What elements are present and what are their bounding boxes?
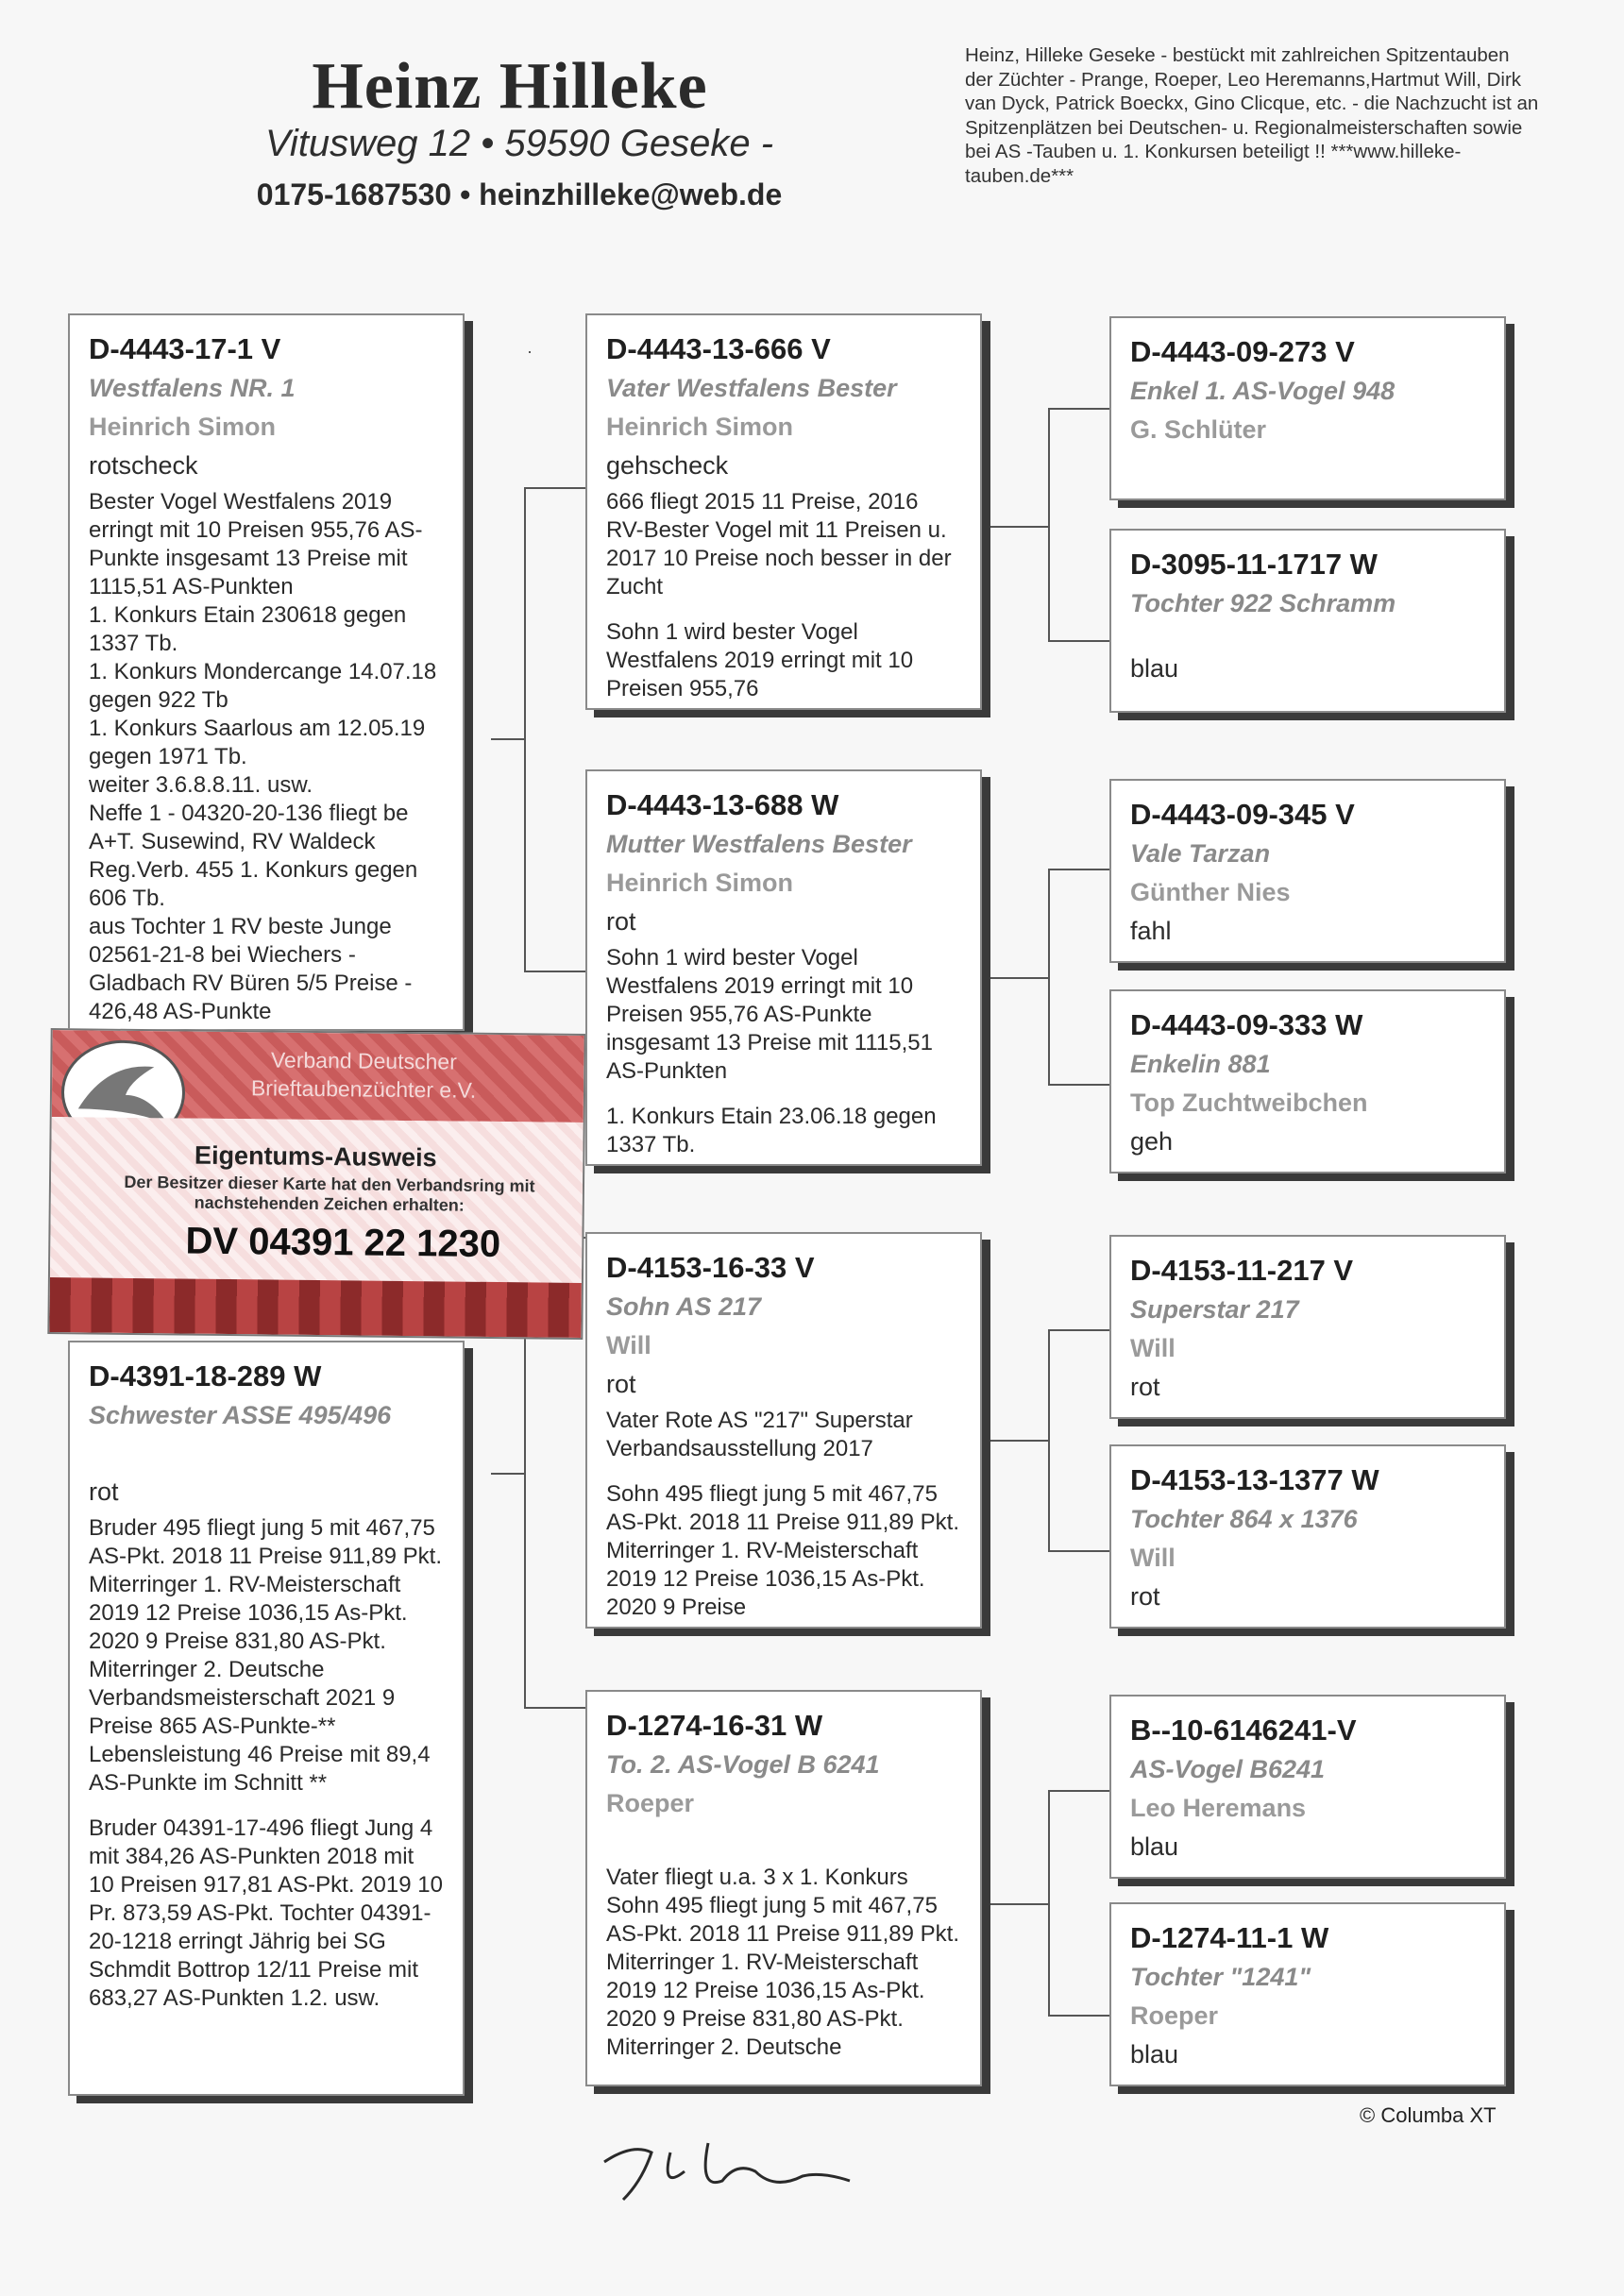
connector-line (524, 971, 585, 972)
description: 666 fliegt 2015 11 Preise, 2016 RV-Bester Vogel mit 11 Preisen u. 2017 10 Preise noch besser in der Zucht Sohn 1 wird bester Vogel Westfalens 2019 erringt mit 10 Preisen 955,76 (606, 489, 952, 701)
connector-line (1048, 408, 1050, 642)
card-footer (49, 1277, 582, 1338)
grandparent-box (1109, 1902, 1506, 2086)
breeder: Leo Heremans (1130, 1794, 1307, 1822)
nickname: AS-Vogel B6241 (1130, 1755, 1326, 1783)
connector-line (1048, 1550, 1109, 1552)
connector-line (1048, 408, 1109, 410)
connector-line (982, 526, 1050, 528)
description: Vater Rote AS "217" Superstar Verbandsausstellung 2017 Sohn 495 fliegt jung 5 mit 467,75 AS-Pkt. 2018 11 Preise 911,89 Pkt. Miterringer 1. RV-Meisterschaft 2019 12 Preise 1036,15 As-Pkt. 2020 9 Preise (606, 1408, 959, 1620)
color: rot (89, 1477, 119, 1506)
nickname: Enkelin 881 (1130, 1050, 1271, 1078)
breeder-address: Vitusweg 12 • 59590 Geseke - (264, 123, 774, 164)
breeder: Roeper (1130, 2001, 1219, 2030)
nickname: Enkel 1. AS-Vogel 948 (1130, 377, 1396, 405)
color: rot (1130, 1582, 1160, 1611)
connector-line (524, 1707, 585, 1709)
grandparent-box (1109, 989, 1506, 1173)
connector-line (1048, 1329, 1109, 1331)
ring-number: D-4153-11-217 V (1130, 1254, 1354, 1287)
nickname: To. 2. AS-Vogel B 6241 (606, 1750, 880, 1779)
ring-number: D-4443-09-273 V (1130, 335, 1355, 368)
grandparent-box (1109, 779, 1506, 963)
ring-number: B--10-6146241-V (1130, 1714, 1357, 1747)
ring-number: D-4443-13-688 W (606, 788, 839, 821)
connector-line (524, 487, 526, 972)
ring-number: D-4153-16-33 V (606, 1251, 815, 1284)
description: Vater fliegt u.a. 3 x 1. Konkurs Sohn 495 fliegt jung 5 mit 467,75 AS-Pkt. 2018 11 Preise 911,89 Pkt. Miterringer 1. RV-Meisterschaft 2019 12 Preise 1036,15 As-Pkt. 2020 9 Preise 831,80 AS-Pkt. Miterringer 2. Deutsche (606, 1865, 959, 2060)
signature-icon (595, 2124, 869, 2209)
color: rot (606, 907, 636, 936)
connector-line (982, 1440, 1050, 1442)
color: gehscheck (606, 451, 729, 480)
ring-number: D-4153-13-1377 W (1130, 1463, 1379, 1496)
color (606, 1828, 961, 1856)
breeder (89, 1440, 444, 1468)
connector-line (524, 487, 585, 489)
ring-number: D-4443-13-666 V (606, 332, 831, 365)
sire-box (585, 313, 982, 710)
connector-line (982, 1903, 1050, 1905)
card-title: Eigentums-Ausweis (194, 1140, 437, 1173)
grandparent-box (1109, 1444, 1506, 1629)
color: rot (606, 1370, 636, 1398)
breeder: Heinrich Simon (606, 869, 794, 897)
copyright: © Columba XT (1360, 2103, 1497, 2127)
nickname: Tochter "1241" (1130, 1963, 1311, 1991)
nickname: Sohn AS 217 (606, 1292, 762, 1321)
breeder: Heinrich Simon (89, 413, 277, 441)
nickname: Vater Westfalens Bester (606, 374, 897, 402)
connector-line (491, 1473, 526, 1475)
description: Bester Vogel Westfalens 2019 erringt mit 10 Preisen 955,76 AS-Punkte insgesamt 13 Preise mit 1115,51 AS-Punkten 1. Konkurs Etain 230618 gegen 1337 Tb. 1. Konkurs Mondercange 14.07.18 gegen 922 Tb 1. Konkurs Saarlous am 12.05.19 gegen 1971 Tb. weiter 3.6.8.8.11. usw. Neffe 1 - 04320-20-136 fliegt be A+T. Susewind, RV Waldeck Reg.Verb. 455 1. Konkurs gegen 606 Tb. aus Tochter 1 RV beste Junge 02561-21-8 bei Wiechers - Gladbach RV Büren 5/5 Preise - 426,48 AS-Punkte (89, 489, 437, 1024)
nickname: Tochter 864 x 1376 (1130, 1505, 1358, 1533)
card-ring-number: DV 04391 22 1230 (185, 1220, 501, 1266)
ring-number: D-4443-17-1 V (89, 332, 281, 365)
breeder-name: Heinz Hilleke (312, 50, 708, 123)
connector-line (529, 351, 531, 353)
grandparent-box (1109, 316, 1506, 500)
color: blau (1130, 1832, 1179, 1861)
connector-line (1048, 640, 1109, 642)
breeder: Top Zuchtweibchen (1130, 1089, 1368, 1117)
intro-text: Heinz, Hilleke Geseke - bestückt mit zahlreichen Spitzentauben der Züchter - Prange, Roeper, Leo Heremanns,Hartmut Will, Dirk van Dyck, Patrick Boeckx, Gino Clicque, etc. - die Nachzucht ist an Spitzenplätzen bei Deutschen- u. Regionalmeisterschaften sowie bei AS -Tauben u. 1. Konkursen beteiligt !! ***www.hilleke-tauben.de*** (965, 44, 1539, 187)
nickname: Superstar 217 (1130, 1295, 1299, 1324)
ring-number: D-4443-09-345 V (1130, 798, 1355, 831)
color: blau (1130, 654, 1179, 683)
description: Sohn 1 wird bester Vogel Westfalens 2019 erringt mit 10 Preisen 955,76 AS-Punkte insgesamt 13 Preise mit 1115,51 AS-Punkten 1. Konkurs Etain 23.06.18 gegen 1337 Tb. (606, 945, 937, 1157)
breeder-contact: 0175-1687530 • heinzhilleke@web.de (256, 177, 783, 211)
description: Bruder 495 fliegt jung 5 mit 467,75 AS-Pkt. 2018 11 Preise 911,89 Pkt. Miterringer 1. RV-Meisterschaft 2019 12 Preise 1036,15 As-Pkt. 2020 9 Preise 831,80 AS-Pkt. Miterringer 2. Deutsche Verbandsmeisterschaft 2021 9 Preise 865 AS-Punkte-** Lebensleistung 46 Preise mit 89,4 AS-Punkte im Schnitt ** Bruder 04391-17-496 fliegt Jung 4 mit 384,26 AS-Punkten 2018 mit 10 Preisen 917,81 AS-Pkt. 2019 10 Pr. 873,59 AS-Pkt. Tochter 04391-20-1218 erringt Jährig bei SG Schmdit Bottrop 12/11 Preise mit 683,27 AS-Punkten 1.2. usw. (89, 1515, 443, 2011)
card-organization: Verband Deutscher Brieftaubenzüchter e.V. (250, 1047, 477, 1103)
connector-line (1048, 1084, 1109, 1086)
ownership-card (47, 1028, 585, 1340)
subject-female-box (68, 1341, 465, 2096)
grandparent-box (1109, 1235, 1506, 1419)
subject-male-box (68, 313, 465, 1031)
card-text: Der Besitzer dieser Karte hat den Verbandsring mit nachstehenden Zeichen erhalten: (124, 1172, 535, 1215)
connector-line (982, 977, 1050, 979)
grandparent-box (1109, 1695, 1506, 1879)
connector-line (1048, 2015, 1109, 2017)
connector-line (491, 738, 526, 740)
ring-number: D-4391-18-289 W (89, 1359, 322, 1393)
nickname: Schwester ASSE 495/496 (89, 1401, 392, 1429)
grandparent-box (1109, 529, 1506, 713)
dam-box (585, 769, 982, 1166)
nickname: Tochter 922 Schramm (1130, 589, 1396, 617)
breeder: Will (1130, 1334, 1176, 1362)
ring-number: D-1274-11-1 W (1130, 1921, 1329, 1954)
nickname: Westfalens NR. 1 (89, 374, 296, 402)
color: rotscheck (89, 451, 198, 480)
color: rot (1130, 1373, 1160, 1401)
breeder: Günther Nies (1130, 878, 1291, 906)
breeder: G. Schlüter (1130, 415, 1267, 444)
breeder: Roeper (606, 1789, 695, 1817)
sire2-box (585, 1232, 982, 1629)
connector-line (1048, 1790, 1109, 1792)
color: geh (1130, 1127, 1174, 1156)
ring-number: D-3095-11-1717 W (1130, 548, 1378, 581)
nickname: Vale Tarzan (1130, 839, 1271, 868)
breeder: Heinrich Simon (606, 413, 794, 441)
color: fahl (1130, 917, 1172, 945)
connector-line (1048, 869, 1109, 870)
ring-number: D-4443-09-333 W (1130, 1008, 1363, 1041)
color: blau (1130, 2040, 1179, 2068)
dam2-box (585, 1690, 982, 2086)
breeder: Will (1130, 1544, 1176, 1572)
breeder: Will (606, 1331, 651, 1359)
nickname: Mutter Westfalens Bester (606, 830, 912, 858)
ring-number: D-1274-16-31 W (606, 1709, 823, 1742)
